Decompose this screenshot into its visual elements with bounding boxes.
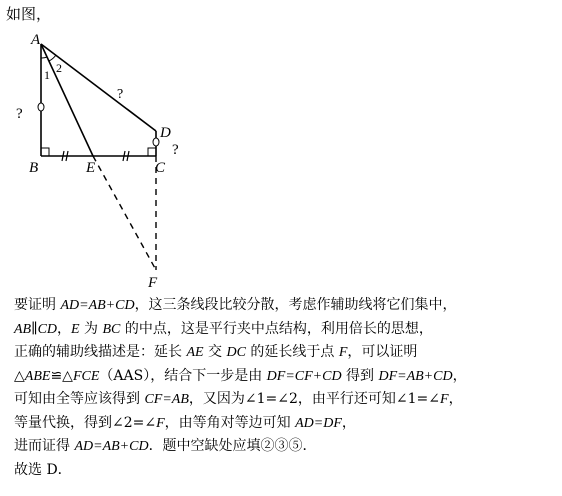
text-run: ，	[57, 320, 72, 337]
text-run: 的延长线于点	[245, 344, 339, 360]
text-run: 的中点，这是平行夹中点结构，利用倍长的思想，	[120, 320, 433, 337]
angle-2-arc	[49, 55, 56, 61]
text-run: ∥	[31, 320, 38, 337]
marker-oval	[153, 138, 159, 146]
solution-line	[14, 412, 554, 436]
solution-line	[14, 435, 554, 459]
text-run: ≌△	[50, 367, 73, 384]
right-angle-mark	[41, 148, 49, 156]
text-run: ，可以证明	[347, 344, 418, 360]
text-run: 为	[79, 320, 103, 337]
math-run: AD=DF	[295, 415, 342, 431]
math-run: BC	[102, 321, 121, 337]
text-run: 得到	[341, 367, 379, 384]
text-run: 进而证得	[14, 438, 75, 454]
point-label-D: D	[160, 125, 171, 141]
text-run: ，	[448, 391, 463, 407]
angle-label-2: 2	[56, 61, 62, 75]
math-run: AE	[186, 345, 204, 360]
angle-1-arc	[41, 57, 47, 58]
question-mark: ?	[117, 87, 124, 102]
marker-oval	[38, 103, 44, 111]
text-run: ．题中空缺处应填②③⑤．	[148, 438, 317, 454]
math-run: CF=AB	[144, 392, 189, 407]
solution-line	[14, 294, 554, 318]
math-run: F	[338, 345, 348, 360]
math-run: DC	[226, 345, 246, 360]
segment-AD	[41, 44, 156, 131]
text-run: ，	[341, 414, 356, 431]
question-mark: ?	[172, 142, 179, 158]
segment-AE	[41, 44, 93, 156]
math-run: AB	[14, 321, 32, 337]
point-label-E: E	[86, 160, 96, 176]
text-run: 正确的辅助线描述是：延长	[14, 344, 187, 360]
math-run: ABE	[24, 368, 51, 384]
math-run: FCE	[72, 368, 100, 384]
math-run: DF=AB+CD	[378, 368, 453, 384]
solution-text	[14, 294, 554, 482]
solution-lines	[14, 294, 554, 459]
point-label-B: B	[29, 160, 39, 176]
text-run: ，这三条线段比较分散，考虑作辅助线将它们集中，	[134, 297, 457, 313]
math-run: DF=CF+CD	[266, 368, 342, 384]
point-label-A: A	[31, 32, 41, 48]
text-run: △	[14, 367, 25, 384]
text-run: （AAS），结合下一步是由	[99, 367, 267, 384]
text-run: ，由等角对等边可知	[164, 414, 296, 431]
math-run: F	[440, 392, 449, 407]
point-label-F: F	[148, 275, 158, 291]
math-run: AD=AB+CD	[74, 439, 149, 454]
intro-text: 如图，	[6, 5, 52, 23]
text-run: ，又因为∠1=∠2，由平行还可知∠1=∠	[188, 391, 441, 407]
math-run: CD	[37, 321, 58, 337]
text-run: 要证明	[14, 297, 61, 313]
text-run: ，	[452, 367, 467, 384]
text-run: 等量代换，得到∠2=∠	[14, 414, 157, 431]
solution-line	[14, 365, 554, 389]
solution-line	[14, 388, 554, 412]
solution-line	[14, 341, 554, 365]
solution-line	[14, 318, 554, 342]
question-mark: ?	[16, 106, 23, 122]
text-run: 交	[203, 344, 227, 360]
segment-EF-dashed	[93, 156, 156, 270]
conclusion-line: 故选 D．	[14, 461, 72, 478]
text-run: 可知由全等应该得到	[14, 391, 145, 407]
math-run: AD=AB+CD	[60, 298, 135, 313]
angle-label-1: 1	[44, 68, 50, 82]
math-run: E	[71, 321, 80, 337]
point-label-C: C	[155, 160, 166, 176]
right-angle-mark	[148, 148, 156, 156]
math-run: F	[156, 415, 165, 431]
